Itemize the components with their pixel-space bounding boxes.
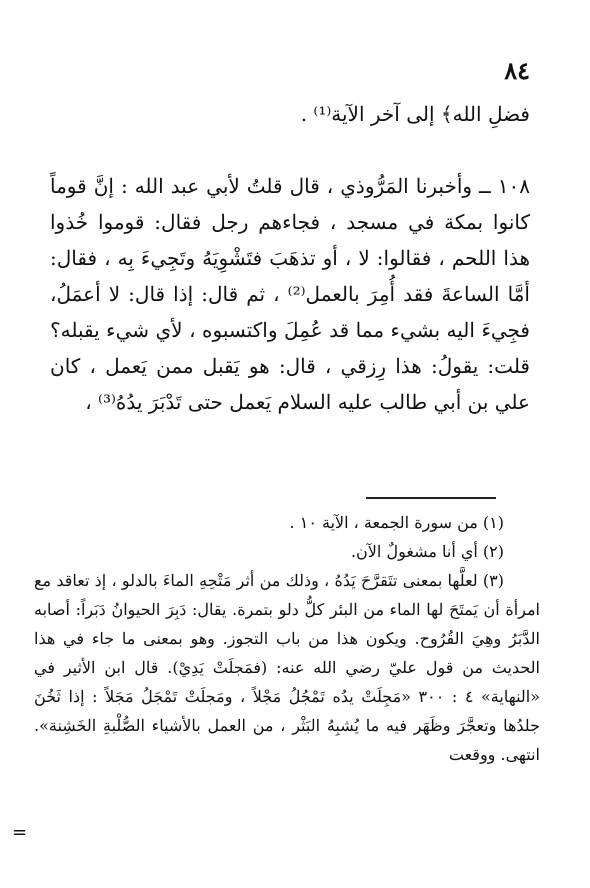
- continuation-mark: =: [12, 822, 28, 843]
- footnote-1: (١) من سورة الجمعة ، الآية ١٠ .: [289, 513, 504, 532]
- page-number: ٨٤: [504, 56, 530, 85]
- footnote-3: (٣) لعلَّها بمعنى تتَقرَّحَ يَدُهُ ، وذلك من أثر مَتْحِهِ الماءَ بالدلو ، إذ تعاقد مع امرأة أن يَمتَحَ لها الماء من البئر كلُّ دلو بتمرة. يقال: دَبِرَ الحيوانُ دَبَراً: أصابه الدَّبَرُ وهِيَ القُرُوح. ويكون هذا من باب التجوز. وهو بمعنى ما جاء في هذا الحديث من قول عليّ رضي الله عنه: (فمَجلَتْ يَدِيْ). قال ابن الأثير في «النهاية» ٤ : ٣٠٠ «مَجِلَتْ يدُه تَمْجُلُ مَجْلاً ، ومَجلَتْ تَمْجَلُ مَجَلاً : إذا ثَخُنَ جلدُها وتعجَّرَ وظَهَر فيه ما يُشبِهُ البَثْر ، من العمل بالأشياء الصُّلْبةِ الخَشِنة». انتهى. ووقعت: [34, 571, 541, 764]
- main-text: [50, 96, 530, 420]
- hadith-paragraph: ١٠٨ ــ وأخبرنا المَرُّوذي ، قال قلتُ لأبي عبد الله : إنَّ قوماً كانوا بمكة في مسجد ، فجاءهم رجل فقال: قوموا خُذوا هذا اللحم ، فقالوا: لا ، أو تذهَبَ فتَشْوِيَهُ وتَجِيءَ بِه ، فقال: أمَّا الساعةَ فقد أُمِرَ بالعمل⁽²⁾ ، ثم قال: إذا قال: لا أعمَلُ، فجِيءَ اليه بشيء مما قد عُمِلَ واكتسبوه ، لأي شيء يقبله؟ قلت: يقولُ: هذا رِزقي ، قال: هو يَقبل ممن يَعمل ، كان علي بن أبي طالب عليه السلام يَعمل حتى تَدْبَرَ يدُهُ⁽³⁾ ،: [50, 174, 531, 414]
- verse-ending-line: فضلِ الله﴾ إلى آخر الآية⁽¹⁾ .: [300, 102, 530, 126]
- footnotes: [34, 508, 540, 769]
- footnote-2: (٢) أي أنا مشغولٌ الآن.: [350, 542, 504, 561]
- footnote-divider: [366, 497, 496, 499]
